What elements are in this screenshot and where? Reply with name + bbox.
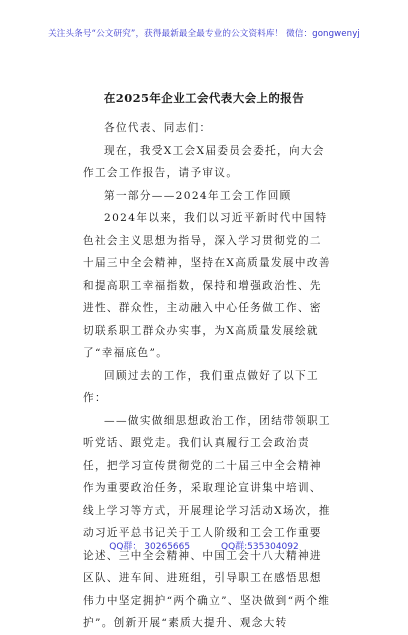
footer-qq-group-1: QQ群： 30265665 [109,542,191,552]
header-note: 关注头条号“公文研究”，获得最新最全最专业的公文资料库！ 微信：gongwenyj [48,29,360,39]
section-heading: 第一部分——2024年工会工作回顾 [104,189,292,202]
work-item-paragraph: ——做实做细思想政治工作，团结带领职工听党话、跟党走。我们认真履行工会政治责任，把学习宣传贯彻党的二十届三中全会精神作为重要政治任务，采取理论宣讲集中培训、线上学习等方式，开展理论学习活动X场次，推动习近平总书记关于工人阶级和工会工作重要论述、三中全会精神、中国工会十八大精神进区队、进车间、进班组，引导职工在感悟思想伟力中坚定拥护“两个确立”、坚决做到“两个维护”。创新开展“素质大提升、观念大转 [83,414,331,629]
intro-paragraph: 现在，我受X工会X届委员会委托，向大会作工会工作报告，请予审议。 [83,144,325,179]
review-lead-paragraph: 回顾过去的工作，我们重点做好了以下工作： [83,369,319,404]
salutation-paragraph: 各位代表、同志们： [104,122,212,134]
summary-paragraph: 2024年以来，我们以习近平新时代中国特色社会主义思想为指导，深入学习贯彻党的二十届三中全会精神，坚持在X高质量发展中改善和提高职工幸福指数，保持和增强政治性、先进性、群众性，主动融入中心任务做工作、密切联系职工群众办实事，为X高质量发展绘就了“幸福底色”。 [83,212,331,359]
document-title: 在2025年企业工会代表大会上的报告 [103,91,305,105]
footer-qq-group-2: QQ群:535304092 [220,542,299,552]
document-body [83,117,331,635]
footer [0,539,408,552]
